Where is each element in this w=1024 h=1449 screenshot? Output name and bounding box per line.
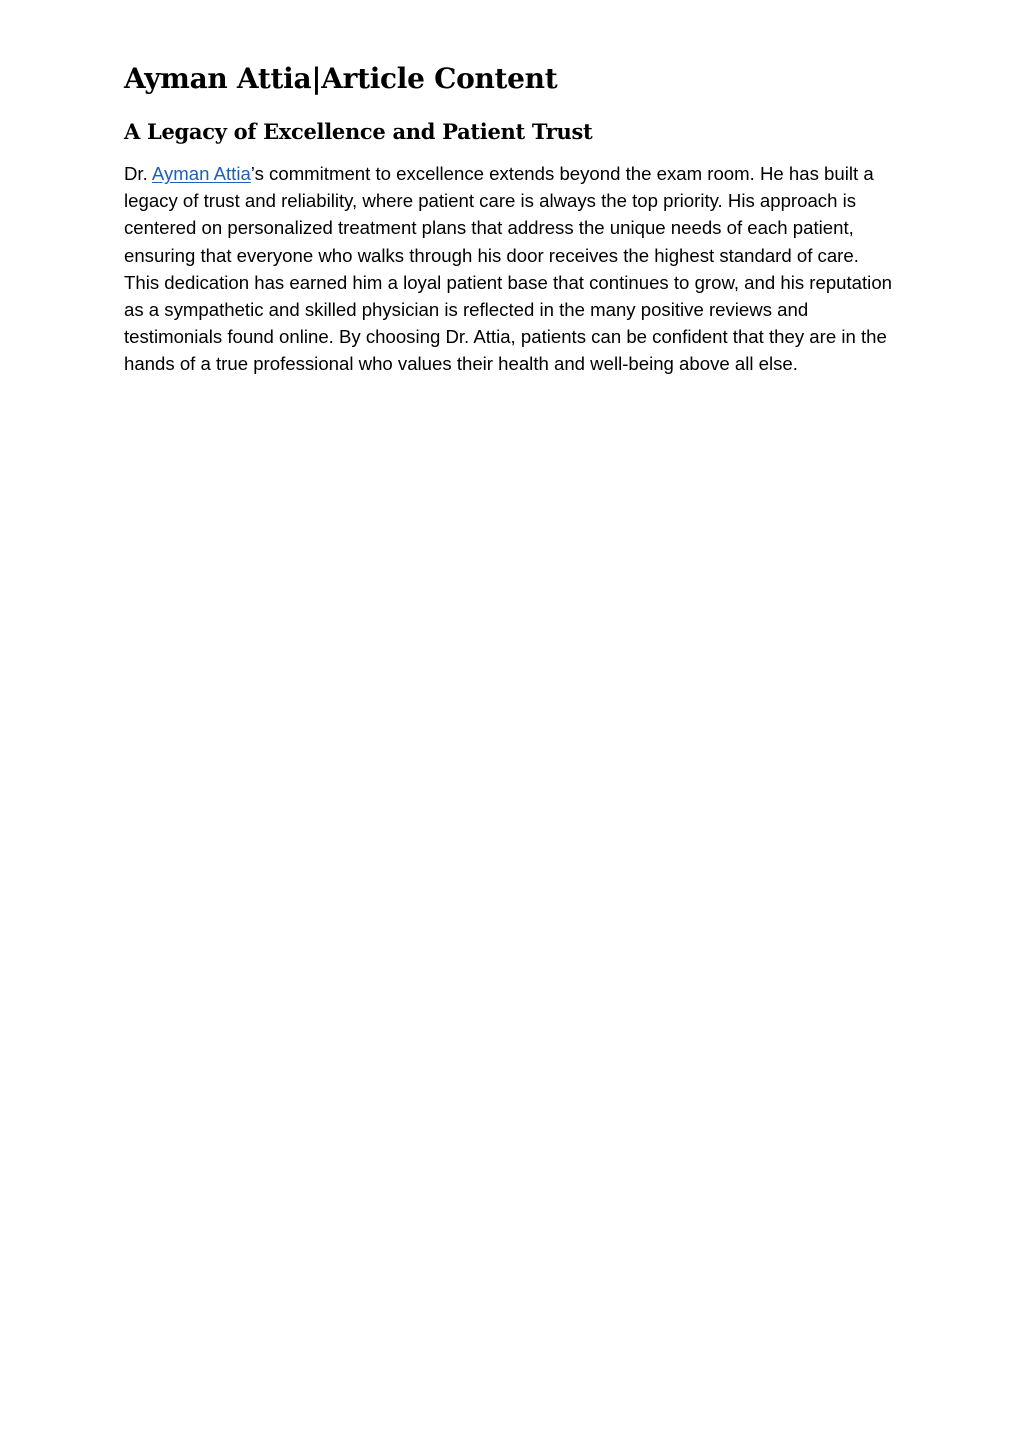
document-page [124,58,904,378]
paragraph-body: ’s commitment to excellence extends beyond the exam room. He has built a legacy of trust and reliability, where patient care is always the top priority. His approach is centered on personalized treatment plans that address the unique needs of each patient, ensuring that everyone who walks through his door receives the highest standard of care. This dedication has earned him a loyal patient base that continues to grow, and his reputation as a sympathetic and skilled physician is reflected in the many positive reviews and testimonials found online. By choosing Dr. Attia, patients can be confident that they are in the hands of a true professional who values their health and well-being above all else. [124,163,892,375]
paragraph-prefix: Dr. [124,163,152,184]
section-heading: A Legacy of Excellence and Patient Trust [124,119,593,144]
article-paragraph [124,160,894,378]
ayman-attia-link[interactable]: Ayman Attia [151,163,251,184]
document-title: Ayman Attia|Article Content [124,62,558,95]
